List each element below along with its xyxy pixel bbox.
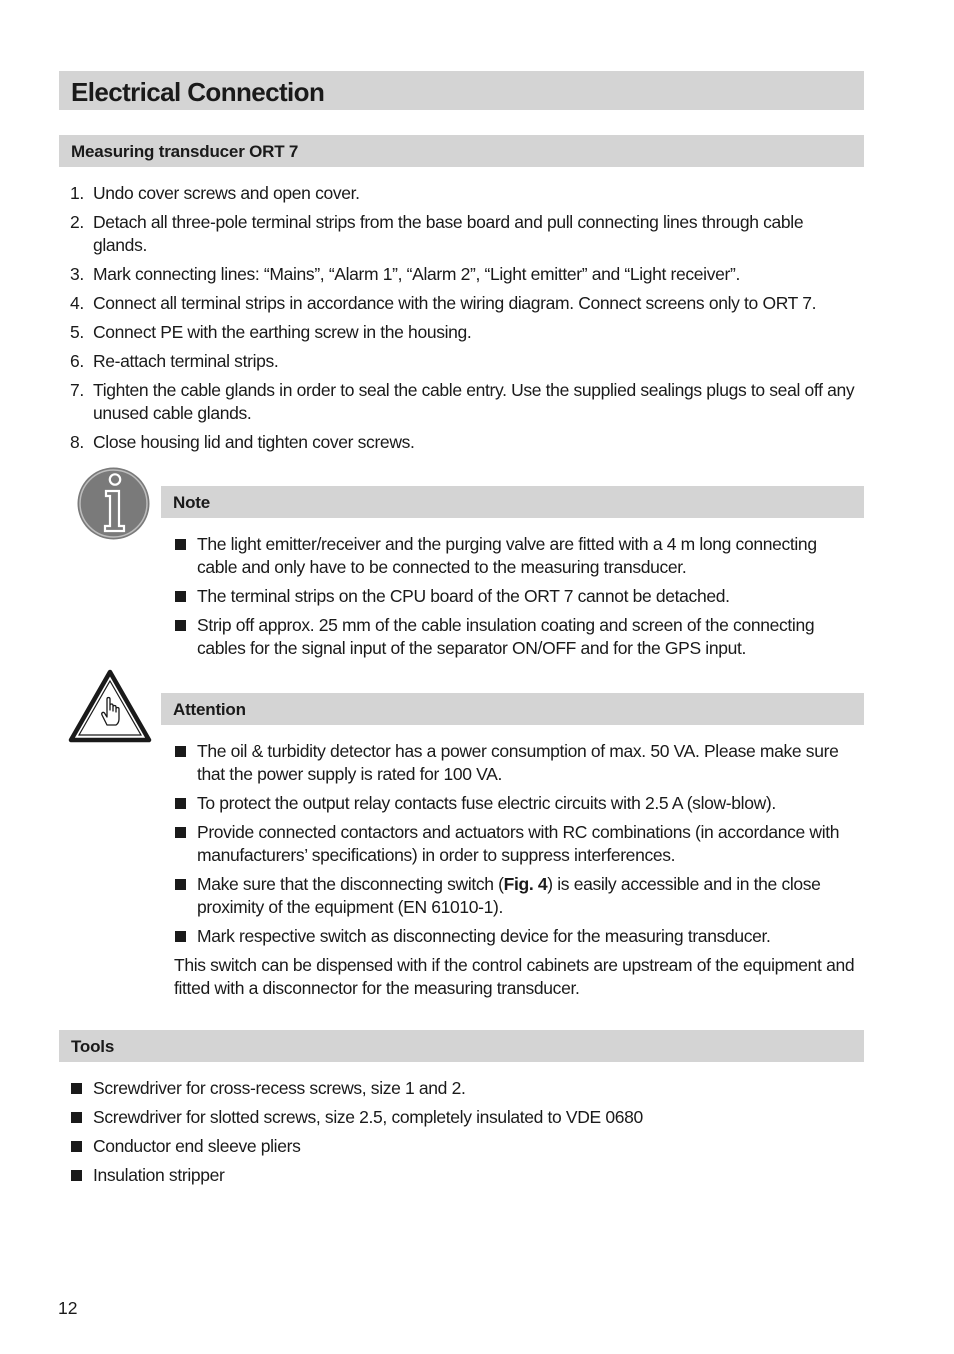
list-item: 1. Undo cover screws and open cover. bbox=[70, 183, 360, 203]
tools-heading-bar bbox=[59, 1030, 864, 1062]
attention-heading-bar bbox=[161, 693, 864, 725]
section-heading: Measuring transducer ORT 7 bbox=[71, 142, 299, 161]
tools-list bbox=[70, 1077, 860, 1187]
list-item: To protect the output relay contacts fuse electric circuits with 2.5 A (slow-blow). bbox=[174, 792, 860, 815]
list-item: The oil & turbidity detector has a power consumption of max. 50 VA. Please make sure that the power supply is rated for 100 VA. bbox=[174, 740, 860, 786]
page-title-bar bbox=[59, 71, 864, 110]
list-item: 4. Connect all terminal strips in accordance with the wiring diagram. Connect screens only to ORT 7. bbox=[70, 293, 817, 313]
attention-heading: Attention bbox=[173, 700, 246, 719]
bullet-square-icon bbox=[71, 1141, 82, 1152]
note-list bbox=[174, 533, 860, 660]
note-heading-bar bbox=[161, 486, 864, 518]
attention-list bbox=[174, 740, 860, 948]
bullet-square-icon bbox=[175, 931, 186, 942]
list-item: Conductor end sleeve pliers bbox=[70, 1135, 860, 1158]
page-number: 12 bbox=[58, 1298, 78, 1318]
list-item: The terminal strips on the CPU board of the ORT 7 cannot be detached. bbox=[174, 585, 860, 608]
list-item: 7. Tighten the cable glands in order to seal the cable entry. Use the supplied sealings plugs to seal off any unused cable glands. bbox=[70, 380, 855, 423]
list-item: Insulation stripper bbox=[70, 1164, 860, 1187]
list-item: 6. Re-attach terminal strips. bbox=[70, 351, 279, 371]
bullet-square-icon bbox=[71, 1112, 82, 1123]
bullet-square-icon bbox=[175, 539, 186, 550]
page-title: Electrical Connection bbox=[71, 77, 325, 107]
list-item: Strip off approx. 25 mm of the cable insulation coating and screen of the connecting cables for the signal input of the separator ON/OFF and for the GPS input. bbox=[174, 614, 860, 660]
list-item: Screwdriver for slotted screws, size 2.5, completely insulated to VDE 0680 bbox=[70, 1106, 860, 1129]
bullet-square-icon bbox=[175, 746, 186, 757]
section-heading-bar bbox=[59, 135, 864, 167]
figure-reference: Fig. 4 bbox=[503, 874, 548, 894]
info-icon bbox=[76, 466, 151, 541]
bullet-square-icon bbox=[71, 1083, 82, 1094]
list-item: Make sure that the disconnecting switch (Fig. 4) is easily accessible and in the close proximity of the equipment (EN 61010-1). bbox=[174, 873, 860, 919]
list-item: 5. Connect PE with the earthing screw in the housing. bbox=[70, 322, 472, 342]
bullet-square-icon bbox=[175, 879, 186, 890]
list-item: 3. Mark connecting lines: “Mains”, “Alarm 1”, “Alarm 2”, “Light emitter” and “Light receiver”. bbox=[70, 264, 740, 284]
bullet-square-icon bbox=[71, 1170, 82, 1181]
bullet-square-icon bbox=[175, 591, 186, 602]
attention-paragraph: This switch can be dispensed with if the control cabinets are upstream of the equipment and fitted with a disconnector for the measuring transducer. bbox=[174, 955, 855, 998]
bullet-square-icon bbox=[175, 620, 186, 631]
bullet-square-icon bbox=[175, 798, 186, 809]
list-item: 8. Close housing lid and tighten cover screws. bbox=[70, 432, 415, 452]
steps-list bbox=[70, 182, 860, 454]
list-item: 2. Detach all three-pole terminal strips from the base board and pull connecting lines through cable glands. bbox=[70, 212, 804, 255]
tools-heading: Tools bbox=[71, 1037, 115, 1056]
note-heading: Note bbox=[173, 493, 210, 512]
bullet-square-icon bbox=[175, 827, 186, 838]
list-item: Mark respective switch as disconnecting device for the measuring transducer. bbox=[174, 925, 860, 948]
list-item: Provide connected contactors and actuators with RC combinations (in accordance with manufacturers’ specifications) in order to suppress interferences. bbox=[174, 821, 860, 867]
warning-hand-icon bbox=[68, 669, 152, 743]
list-item: The light emitter/receiver and the purging valve are fitted with a 4 m long connecting cable and only have to be connected to the measuring transducer. bbox=[174, 533, 860, 579]
list-item: Screwdriver for cross-recess screws, size 1 and 2. bbox=[70, 1077, 860, 1100]
